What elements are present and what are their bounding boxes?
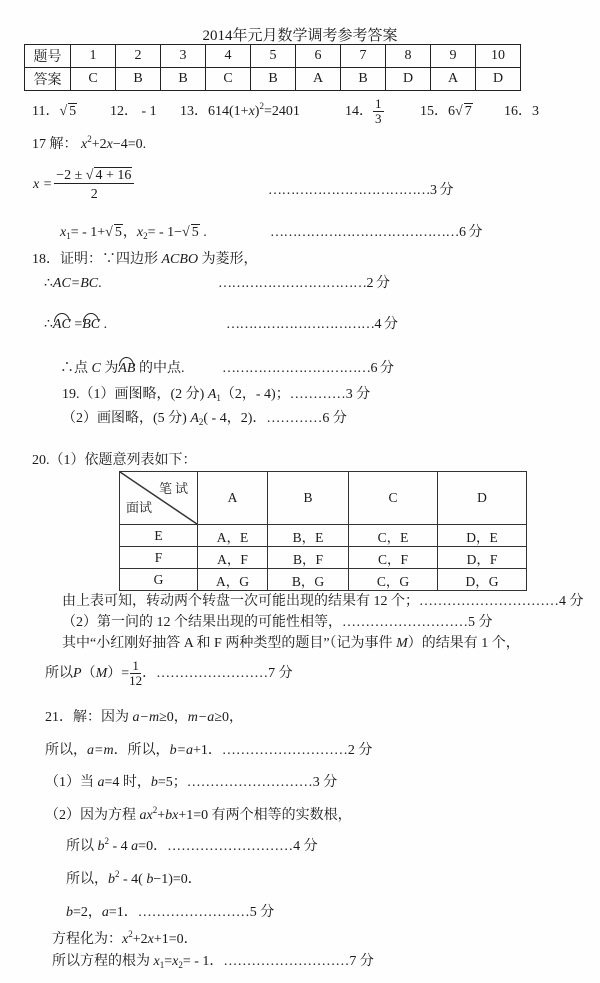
- row-header: F: [120, 547, 198, 569]
- table-cell: D，E: [438, 525, 527, 547]
- answer-cell: B: [251, 68, 296, 91]
- table-cell: B，F: [268, 547, 349, 569]
- corner-label-written: 笔试: [158, 481, 191, 496]
- table-cell: D，G: [438, 569, 527, 591]
- row-header: 答案: [25, 68, 71, 91]
- table-cell: C，E: [349, 525, 438, 547]
- answer-cell: B: [116, 68, 161, 91]
- answer-table-row-numbers: [25, 45, 521, 68]
- question-number: 3: [161, 45, 206, 68]
- outcome-table-header: [120, 472, 527, 525]
- question-number: 1: [71, 45, 116, 68]
- q21-discriminant: 所以 $b^2 - 4$ a=0．………………………4 分: [66, 836, 318, 854]
- question-number: 2: [116, 45, 161, 68]
- table-row: [120, 525, 527, 547]
- table-cell: A，G: [198, 569, 268, 591]
- table-cell: B，E: [268, 525, 349, 547]
- outcome-table: [119, 471, 527, 591]
- question-number: 6: [296, 45, 341, 68]
- q18-score-6: ……………………………6 分: [222, 361, 394, 376]
- column-header: D: [438, 472, 527, 525]
- table-cell: A，E: [198, 525, 268, 547]
- q17-score-6: ……………………………………6 分: [270, 225, 482, 240]
- page-title: 2014年元月数学调考参考答案: [202, 28, 398, 44]
- table-cell: C，G: [349, 569, 438, 591]
- q17-equation: 17 解： $x^2+2x-4=0$.: [32, 134, 147, 152]
- column-header: A: [198, 472, 268, 525]
- table-row: [120, 569, 527, 591]
- corner-label-interview: 面试: [126, 500, 153, 515]
- answer-cell: A: [431, 68, 476, 91]
- row-header: E: [120, 525, 198, 547]
- q18-step1: ∴AC=BC.: [44, 276, 102, 291]
- question-number: 4: [206, 45, 251, 68]
- answer-cell: B: [341, 68, 386, 91]
- q20-intro: 20.（1）依题意列表如下：: [32, 453, 197, 468]
- table-cell: D，F: [438, 547, 527, 569]
- q21-part1: （1）当 a=4 时，b=5；………………………3 分: [45, 775, 338, 790]
- answer-table: [24, 44, 521, 91]
- q21-line2: 所以，a=m．所以，b=a+1．………………………2 分: [45, 743, 373, 758]
- answer-cell: C: [71, 68, 116, 91]
- question-number: 10: [476, 45, 521, 68]
- table-cell: B，G: [268, 569, 349, 591]
- q21-roots: 所以方程的根为 $x_1=x_2= - 1$．………………………7 分: [52, 954, 374, 970]
- answer-q11: 11．√ 5: [32, 104, 77, 119]
- table-cell: A，F: [198, 547, 268, 569]
- answer-table-row-answers: [25, 68, 521, 91]
- question-number: 9: [431, 45, 476, 68]
- q18-step3: ∴点 C 为AB 的中点.: [60, 361, 185, 376]
- column-header: B: [268, 472, 349, 525]
- answer-q14: 14． $\frac{1}{3}$: [345, 96, 382, 127]
- question-number: 5: [251, 45, 296, 68]
- table-cell: C，F: [349, 547, 438, 569]
- table-row: [120, 547, 527, 569]
- answer-cell: D: [386, 68, 431, 91]
- answer-cell: C: [206, 68, 251, 91]
- q18-score-4: ……………………………4 分: [226, 317, 398, 332]
- answer-cell: B: [161, 68, 206, 91]
- q17-formula: x = $\frac{-2 \pm √ 4 + 16}{2}$: [33, 168, 134, 203]
- corner-cell: [120, 472, 198, 525]
- answer-q16: 16．3: [504, 104, 539, 119]
- q18-step2: ∴AC =BC .: [44, 317, 108, 332]
- row-header: G: [120, 569, 198, 591]
- q19-part2: （2）画图略，(5 分) $A_2( - 4$，2)．…………6 分: [62, 411, 347, 427]
- answer-q12: 12． - 1: [110, 104, 157, 119]
- answer-cell: A: [296, 68, 341, 91]
- answer-q15: 15．6√ 7: [420, 104, 472, 119]
- q21-equation: 方程化为：$x^2+2x+1=0$．: [52, 929, 198, 947]
- q18-statement: 18．证明：∵四边形 ACBO 为菱形，: [32, 252, 258, 267]
- q20-part2: （2）第一问的 12 个结果出现的可能性相等，………………………5 分: [62, 615, 493, 630]
- q20-result-count: 由上表可知，转动两个转盘一次可能出现的结果有 12 个；…………………………4 分: [62, 594, 584, 609]
- question-number: 8: [386, 45, 431, 68]
- q21-substitution: 所以，$b^2 - 4$( b−1)=0．: [66, 869, 202, 887]
- answer-cell: D: [476, 68, 521, 91]
- q21-line1: 21．解：因为 a−m≥0，m−a≥0，: [45, 710, 243, 725]
- q18-score-2: ……………………………2 分: [218, 276, 390, 291]
- q20-probability: 所以 P （ M ）= $\frac{1}{12}$ ．……………………7 分: [45, 658, 293, 689]
- q21-values: b=2，a=1．……………………5 分: [66, 905, 275, 920]
- q19-part1: 19.（1）画图略，(2 分) $A_1(2$，- 4)；…………3 分: [62, 387, 371, 403]
- row-header: 题号: [25, 45, 71, 68]
- q17-score-3: ………………………………3 分: [268, 183, 453, 198]
- q21-part2: （2）因为方程 $ax^2+bx+1=0$ 有两个相等的实数根，: [45, 805, 352, 823]
- column-header: C: [349, 472, 438, 525]
- q20-event-m: 其中“小红刚好抽答 A 和 F 两种类型的题目”（记为事件 M）的结果有 1 个，: [62, 636, 520, 651]
- q17-roots: $x_1= - 1+√$ 5，$x_2= - 1-√$ 5 .: [60, 225, 207, 241]
- question-number: 7: [341, 45, 386, 68]
- answer-q13: 13．$614(1+x)^2=2401$: [180, 101, 300, 119]
